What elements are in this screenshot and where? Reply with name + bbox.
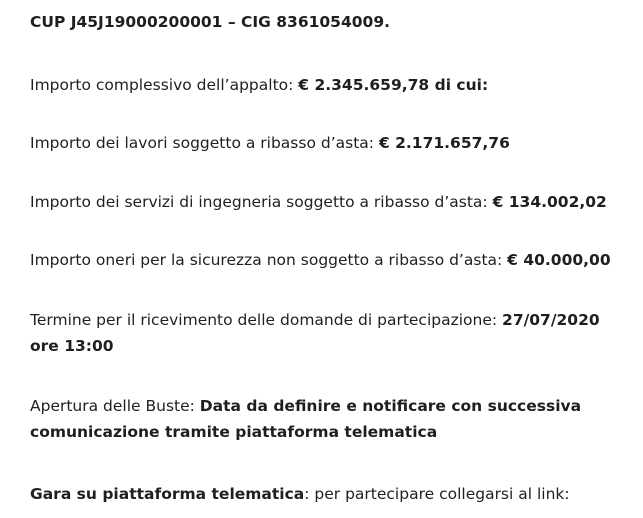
importo-servizi-value: € 134.002,02 [492,193,607,211]
cup-cig-line: CUP J45J19000200001 – CIG 8361054009. [30,13,390,31]
apertura-line [30,393,590,445]
gara-rest: : per partecipare collegarsi al link: [304,485,570,503]
importo-lavori-value: € 2.171.657,76 [378,134,510,152]
importo-lavori-line [30,130,630,156]
termine-value: 27/07/2020 ore 13:00 [30,311,600,355]
importo-complessivo-label: Importo complessivo dell’appalto: [30,76,299,94]
importo-servizi-label: Importo dei servizi di ingegneria soggetto a ribasso d’asta: [30,193,493,211]
gara-line [30,481,630,507]
termine-label: Termine per il ricevimento delle domande di partecipazione: [30,311,503,329]
gara-bold: Gara su piattaforma telematica [30,485,305,503]
importo-servizi-line [30,189,630,215]
importo-oneri-value: € 40.000,00 [507,251,611,269]
importo-oneri-line [30,247,630,273]
importo-oneri-label: Importo oneri per la sicurezza non soggetto a ribasso d’asta: [30,251,508,269]
importo-complessivo-line [30,72,630,98]
termine-line [30,307,605,359]
apertura-label: Apertura delle Buste: [30,397,200,415]
importo-lavori-label: Importo dei lavori soggetto a ribasso d’asta: [30,134,379,152]
importo-complessivo-value: € 2.345.659,78 di cui: [298,76,489,94]
apertura-value: Data da definire e notificare con successiva comunicazione tramite piattaforma telematica [30,397,582,441]
